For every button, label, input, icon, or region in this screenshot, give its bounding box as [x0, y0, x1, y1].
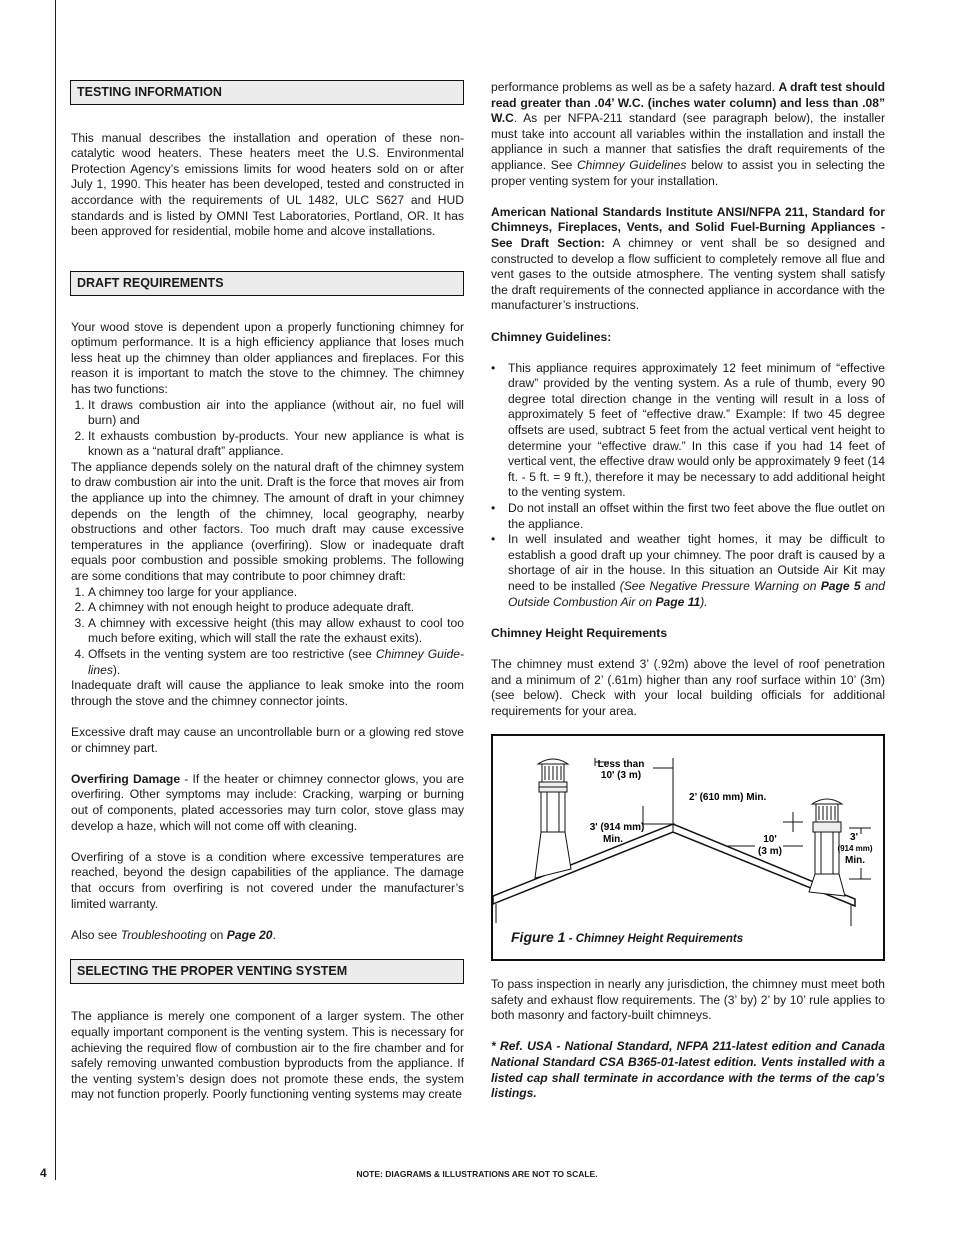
page-number: 4: [40, 1166, 47, 1180]
label-3ft-right: 3': [850, 832, 858, 844]
draft-functions-list: [71, 398, 464, 460]
draft-conditions-list: [71, 585, 464, 679]
label-min-right: Min.: [845, 855, 865, 867]
list-item: 4. Offsets in the venting system are too restrictive (see Chimney Guide-lines).: [88, 647, 464, 678]
overfiring-definition: Overfiring of a stove is a condition where excessive temperatures are reached, beyond the design capabilities of the appliance. The damage that occurs from overfiring is not covered under the manufacturer’s limited warranty.: [71, 849, 464, 911]
label-10ft-right: 10': [763, 834, 777, 846]
guidelines-list: [491, 361, 885, 611]
draft-body: The appliance depends solely on the natural draft of the chimney system to draw combustion air into the unit. Draft is the force that moves air from the appliance up into the chimney. The amount of draft in your chimney depends on the length of the chimney, local geography, nearby obstructions and other factors. Too much draft may cause excessive temperatures in the appliance (overfiring). Slow or inadequate draft equals poor combustion and possible smoking problems. The following are some conditions that may contribute to poor chimney draft:: [71, 459, 464, 584]
label-10ft: 10' (3 m): [600, 770, 642, 782]
reference-note: * Ref. USA - National Standard, NFPA 211-latest edition and Canada National Standard CSA B365-01-latest edition. Vents installed with a listed cap shall terminate in accordance with the terms of the cap’s listings.: [491, 1039, 885, 1101]
list-item: • Do not install an offset within the first two feet above the flue outlet on the appliance.: [508, 501, 885, 532]
overfiring-label: Overfiring Damage: [71, 771, 181, 786]
draft-test-paragraph: performance problems as well as be a safety hazard. A draft test should read greater than .04’ W.C. (inches water column) and less than .08” W.C. As per NFPA-211 standard (see paragraph below), the installer must take into account all variables within the installation and install the appliance in such a manner that satisfies the draft requirements of the appliance. See Chimney Guidelines below to assist you in selecting the proper venting system for your installation.: [491, 80, 885, 188]
left-column: [71, 80, 464, 1103]
label-less-than: Less than: [597, 759, 645, 771]
chimney-height-paragraph: The chimney must extend 3’ (.92m) above the level of roof penetration and a minimum of 2’ (.61m) higher than any roof surface within 10’ (3m) (see below). Check with your local building officials for additional requirements for your area.: [491, 656, 885, 718]
label-914mm-right: (914 mm): [837, 844, 873, 854]
overfiring-paragraph: Overfiring Damage - If the heater or chimney connector glows, you are overfiring. Other symptoms may include: Cracking, warping or burning out of components, plated accessories may turn color, stove glass may develop a haze, which will not come off with cleaning.: [71, 771, 464, 833]
ansi-paragraph: American National Standards Institute ANSI/NFPA 211, Standard for Chimneys, Fireplaces, Vents, and Solid Fuel-Burning Appliances - See Draft Section: A chimney or vent shall be so designed and constructed to develop a flow sufficient to completely remove all flue and vent gases to the outside atmosphere. The venting system shall satisfy the draft requirements of the connected appliance in accordance with the manufacturer’s instructions.: [491, 204, 886, 313]
section-heading-venting: SELECTING THE PROPER VENTING SYSTEM: [70, 959, 464, 984]
list-item: 1. It draws combustion air into the appliance (without air, no fuel will burn) and: [88, 398, 464, 429]
section-heading-testing: TESTING INFORMATION: [70, 80, 464, 105]
figure-caption: Figure 1 - Chimney Height Requirements: [511, 928, 744, 945]
label-3m: (3 m): [758, 846, 782, 858]
chimney-height-heading: Chimney Height Requirements: [491, 625, 668, 640]
list-item: • This appliance requires approximately 12 feet minimum of “effective draw” provided by the venting system. As a rule of thumb, every 90 degree total direction change in the venting will result in a loss of approximately 5 feet of “effective draw.” Example: If two 45 degree offsets are used, subtract 5 feet from the actual vertical vent height to determine your “effective draw.” In this case if you had 14 feet of vertical vent, the effective draw would only be approximately 9 feet (14 ft. - 5 ft. = 9 ft.), therefore it may be necessary to add additional height to the venting system.: [508, 361, 885, 501]
list-item: 1. A chimney too large for your appliance.: [88, 585, 464, 601]
footer-note: NOTE: DIAGRAMS & ILLUSTRATIONS ARE NOT TO SCALE.: [356, 1169, 598, 1179]
venting-paragraph: The appliance is merely one component of a larger system. The other equally important component is the venting system. This is necessary for achieving the required flow of combustion air to the fire chamber and for safely removing unwanted combustion byproducts from the appliance. If the venting system’s design does not promote these ends, the system may not function properly. Poorly functioning venting systems may create: [71, 1009, 464, 1102]
right-column: [491, 80, 885, 1102]
label-min-left: Min.: [603, 834, 623, 846]
figure-chimney-height: [491, 734, 885, 961]
label-3ft-914mm: 3' (914 mm): [589, 822, 645, 834]
margin-rule: [55, 0, 56, 1180]
section-heading-draft: DRAFT REQUIREMENTS: [70, 271, 464, 296]
draft-intro: Your wood stove is dependent upon a properly functioning chimney for optimum performance. It is a high efficiency appliance that loses much less heat up the chimney than older appliances and fireplaces. For this reason it is important to match the stove to the chimney. The chimney has two functions:: [71, 319, 464, 396]
inadequate-draft-text: Inadequate draft will cause the appliance to leak smoke into the room through the stove and the chimney connector joints.: [71, 678, 464, 708]
chimney-guidelines-heading: Chimney Guidelines:: [491, 329, 612, 344]
inspection-paragraph: To pass inspection in nearly any jurisdiction, the chimney must meet both safety and exhaust flow requirements. The (3’ by) 2’ by 10’ rule applies to both masonry and factory-built chimneys.: [491, 976, 885, 1023]
label-2ft-min: 2’ (610 mm) Min.: [689, 792, 767, 804]
list-item: • In well insulated and weather tight homes, it may be difficult to establish a good draft up your chimney. The poor draft is caused by a shortage of air in the house. In this situation an Outside Air Kit may need to be installed (See Negative Pressure Warning on Page 5 and Outside Combustion Air on Page 11).: [508, 532, 885, 610]
also-see: Also see Troubleshooting on Page 20.: [71, 927, 276, 942]
link-chimney-guidelines: Chimney Guide-lines: [88, 647, 464, 677]
list-item: 2. It exhausts combustion by-products. Your new appliance is what is known as a “natural draft” appliance.: [88, 429, 464, 460]
excessive-draft-text: Excessive draft may cause an uncontrollable burn or a glowing red stove or chimney part.: [71, 724, 464, 755]
chimney-diagram: [493, 736, 883, 955]
testing-paragraph: This manual describes the installation and operation of these non-catalytic wood heaters. These heaters meet the U.S. Environmental Protection Agency’s emissions limits for wood heaters sold on or after July 1, 1990. This heater has been developed, tested and constructed in accordance with the requirements of UL 1482, ULC S627 and HUD standards and is listed by OMNI Test Laboratories, Portland, OR. It has been approved for residential, mobile home and alcove installations.: [71, 130, 464, 239]
list-item: 3. A chimney with excessive height (this may allow exhaust to cool too much before exiting, which will stall the rate the exhaust exits).: [88, 616, 464, 647]
left-chimney: [535, 759, 571, 878]
page-reference: Page 20: [226, 927, 273, 942]
list-item: 2. A chimney with not enough height to produce adequate draft.: [88, 600, 464, 616]
